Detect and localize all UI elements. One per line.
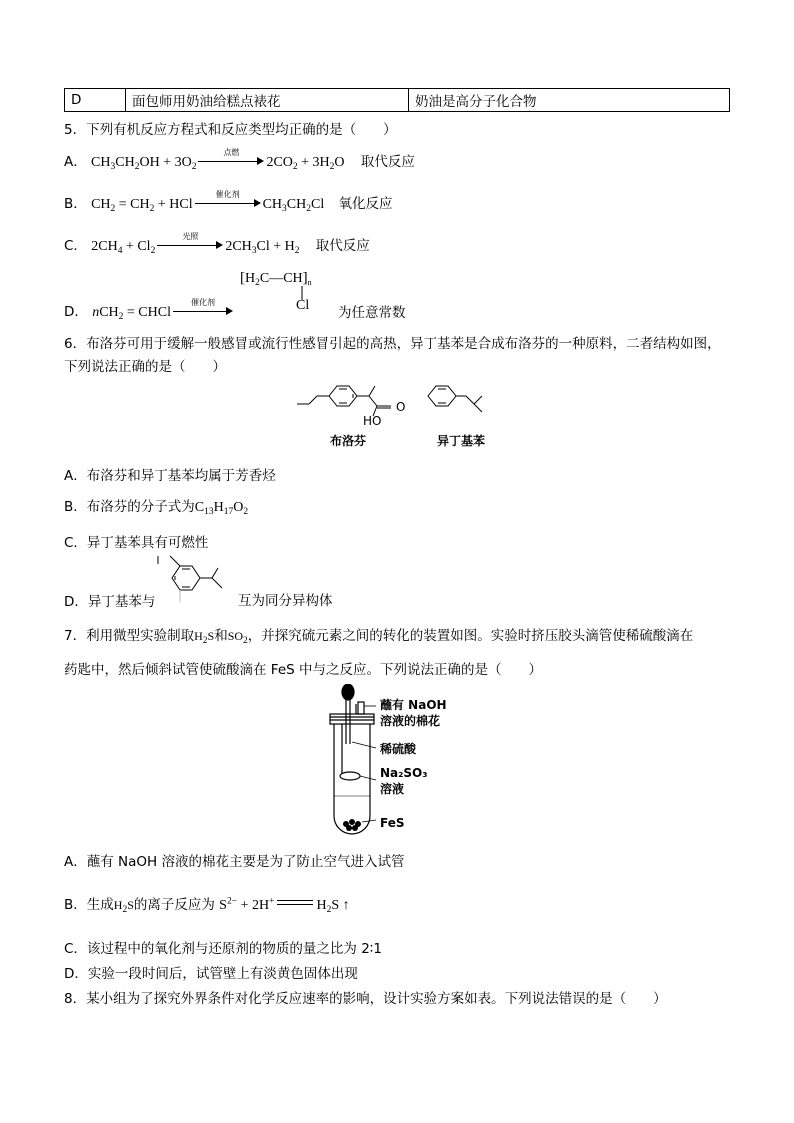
isobutylbenzene-label: 异丁基苯 <box>437 434 486 448</box>
option-prefix: D． <box>64 304 88 320</box>
q6-option-a: A．布洛芬和异丁基苯均属于芳香烃 <box>64 468 276 484</box>
answer-table <box>64 88 730 112</box>
q5-option-a <box>64 150 415 172</box>
equation-b: $CH_2 = CH_2$ + HCl 催化剂 $CH_3CH_2Cl$ <box>91 190 325 214</box>
stem-text: ，并探究硫元素之间的转化的装置如图。实验时挤压胶头滴管使稀硫酸滴在 <box>247 628 694 644</box>
equation-d: nCH$_2$ = CHCl 催化剂 <box>92 305 235 320</box>
q7-option-c: C．该过程中的氧化剂与还原剂的物质的量之比为 2∶1 <box>64 941 382 957</box>
reaction-type: 氧化反应 <box>338 196 393 212</box>
h2s-formula: $H_2S$ <box>194 629 215 646</box>
stem-text: 7．利用微型实验制取 <box>64 628 195 644</box>
q7-option-d: D．实验一段时间后，试管壁上有淡黄色固体出现 <box>64 966 358 982</box>
label-cotton-line2: 溶液的棉花 <box>380 714 441 728</box>
q5-option-d <box>64 300 235 322</box>
q6-option-d-suffix: 互为同分异构体 <box>238 593 333 609</box>
reaction-condition: 光照 <box>182 232 199 241</box>
q5-option-b <box>64 192 393 214</box>
label-dilute-acid: 稀硫酸 <box>380 742 417 756</box>
hydroxyl-label: HO <box>363 414 382 428</box>
reaction-type: 取代反应 <box>360 154 415 170</box>
option-text: B．布洛芬的分子式为 <box>64 499 195 515</box>
isobutylbenzene-structure <box>424 382 494 422</box>
q6-option-d-prefix: D．异丁基苯与 <box>64 594 156 610</box>
ionic-equation: $S^{2-} + 2H^+$ $H_2S$ ↑ <box>219 896 350 915</box>
so2-formula: $SO_2$ <box>227 629 248 646</box>
option-prefix: B． <box>64 196 87 212</box>
q6-option-c: C．异丁基苯具有可燃性 <box>64 535 209 551</box>
option-text: 的离子反应为 <box>133 897 215 913</box>
option-prefix: A． <box>64 154 87 170</box>
equation-a: $CH_3CH_2OH + 3O_2$ 点燃 $2CO_2 + 3H_2O$ <box>91 148 345 172</box>
h2s-formula: $H_2S$ <box>113 898 134 915</box>
q7-stem-line1 <box>64 624 693 646</box>
reaction-condition: 催化剂 <box>190 298 215 307</box>
q6-option-b <box>64 495 248 517</box>
reaction-condition: 点燃 <box>223 148 240 157</box>
table-cell: 奶油是高分子化合物 <box>409 89 730 112</box>
q5-d-note: 为任意常数 <box>338 305 406 321</box>
option-text: B．生成 <box>64 897 114 913</box>
q6-stem-line1: 6．布洛芬可用于缓解一般感冒或流行性感冒引起的高热，异丁基苯是合成布洛芬的一种原料，二者结构如图， <box>64 336 721 352</box>
carbonyl-oxygen: O <box>396 400 406 414</box>
table-row <box>65 89 730 112</box>
isomer-structure <box>156 554 242 606</box>
q7-stem-line2: 药匙中，然后倾斜试管使硫酸滴在 FeS 中与之反应。下列说法正确的是（ ） <box>64 662 542 678</box>
q7-option-a: A．蘸有 NaOH 溶液的棉花主要是为了防止空气进入试管 <box>64 854 405 870</box>
polymer-structure: $[H_2C—CH]_n$ <box>240 270 312 288</box>
q6-stem-line2: 下列说法正确的是（ ） <box>64 359 226 375</box>
reaction-type: 取代反应 <box>315 238 370 254</box>
equation-c: $2CH_4 + Cl_2$ 光照 $2CH_3Cl + H_2$ <box>91 232 300 256</box>
stem-text: 和 <box>214 628 228 644</box>
label-na2so3: Na₂SO₃ <box>380 766 428 780</box>
label-cotton-line1: 蘸有 NaOH <box>380 698 447 712</box>
ibuprofen-label: 布洛芬 <box>330 434 367 448</box>
table-cell: 面包师用奶油给糕点裱花 <box>126 89 409 112</box>
q8-stem: 8．某小组为了探究外界条件对化学反应速率的影响，设计实验方案如表。下列说法错误的是（ ） <box>64 991 667 1007</box>
reaction-condition: 催化剂 <box>215 190 240 199</box>
label-solution: 溶液 <box>380 782 405 796</box>
q7-option-b <box>64 893 350 915</box>
option-prefix: C． <box>64 238 87 254</box>
label-fes: FeS <box>380 816 405 830</box>
table-cell: D <box>65 89 126 112</box>
q5-option-c <box>64 234 370 256</box>
polymer-chlorine: Cl <box>296 298 310 313</box>
molecular-formula: $C_{13}H_{17}O_2$ <box>194 500 249 517</box>
q5-stem: 5．下列有机反应方程式和反应类型均正确的是（ ） <box>64 122 397 138</box>
